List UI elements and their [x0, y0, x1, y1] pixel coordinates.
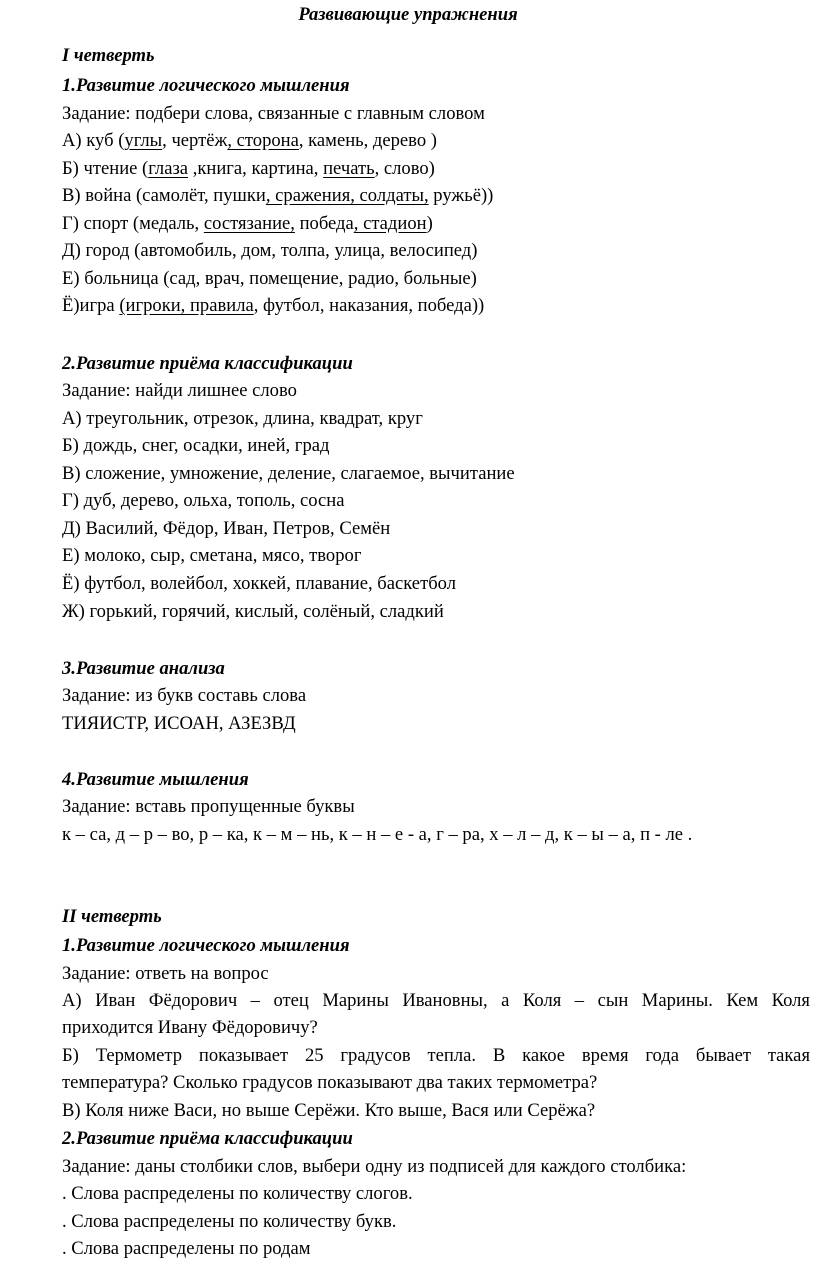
underlined-word: , сторона — [227, 130, 299, 151]
exercise-item-e: Е) больница (сад, врач, помещение, радио, больные) — [62, 268, 477, 289]
underlined-word: , стадион — [353, 213, 427, 234]
task-text: Задание: найди лишнее слово — [62, 380, 297, 401]
underlined-word: , сражения, солдаты, — [265, 185, 429, 206]
exercise-item-yo: Ё)игра (игроки, правила, футбол, наказания, победа)) — [62, 295, 485, 316]
underlined-word: углы — [124, 130, 163, 151]
exercise-item-a: А) куб (углы, чертёж, сторона, камень, дерево ) — [62, 130, 437, 151]
exercise-item-d: Д) город (автомобиль, дом, толпа, улица, велосипед) — [62, 240, 478, 261]
exercise-item-v: В) война (самолёт, пушки, сражения, солдаты, ружьё)) — [62, 185, 494, 206]
task-text: Задание: вставь пропущенные буквы — [62, 796, 355, 817]
list-item: Ё) футбол, волейбол, хоккей, плавание, баскетбол — [62, 573, 456, 594]
question-a-line-1: А) Иван Фёдорович – отец Марины Ивановны, а Коля – сын Марины. Кем Коля — [62, 990, 810, 1011]
list-item: В) сложение, умножение, деление, слагаемое, вычитание — [62, 463, 515, 484]
option-item: . Слова распределены по родам — [62, 1238, 311, 1259]
task-text: Задание: из букв составь слова — [62, 685, 307, 706]
section-thinking-heading: 4.Развитие мышления — [62, 769, 249, 790]
task-text: Задание: даны столбики слов, выбери одну из подписей для каждого столбика: — [62, 1156, 687, 1177]
underlined-word: глаза — [148, 158, 189, 179]
section-logical-thinking-heading: 1.Развитие логического мышления — [62, 935, 350, 956]
question-a-line-2: приходится Ивану Фёдоровичу? — [62, 1017, 318, 1038]
quarter-1-heading: I четверть — [62, 45, 155, 66]
letters-text: к – са, д – р – во, р – ка, к – м – нь, к – н – е - а, г – ра, х – л – д, к – ы – а, п - ле . — [62, 824, 693, 845]
exercise-item-g: Г) спорт (медаль, состязание, победа, стадион) — [62, 213, 433, 234]
section-analysis-heading: 3.Развитие анализа — [62, 658, 225, 679]
option-item: . Слова распределены по количеству букв. — [62, 1211, 397, 1232]
section-logical-thinking-heading: 1.Развитие логического мышления — [62, 75, 350, 96]
list-item: Ж) горький, горячий, кислый, солёный, сладкий — [62, 601, 444, 622]
task-text: Задание: подбери слова, связанные с главным словом — [62, 103, 485, 124]
document-title: Развивающие упражнения — [298, 4, 518, 25]
underlined-word: состязание, — [203, 213, 295, 234]
task-text: Задание: ответь на вопрос — [62, 963, 269, 984]
quarter-2-heading: II четверть — [62, 906, 162, 927]
letters-text: ТИЯИСТР, ИСОАН, АЗЕЗВД — [62, 713, 296, 734]
option-item: . Слова распределены по количеству слогов. — [62, 1183, 413, 1204]
question-v: В) Коля ниже Васи, но выше Серёжи. Кто выше, Вася или Серёжа? — [62, 1100, 596, 1121]
list-item: Е) молоко, сыр, сметана, мясо, творог — [62, 545, 362, 566]
list-item: Г) дуб, дерево, ольха, тополь, сосна — [62, 490, 345, 511]
section-classification-heading: 2.Развитие приёма классификации — [62, 353, 353, 374]
list-item: А) треугольник, отрезок, длина, квадрат, круг — [62, 408, 423, 429]
list-item: Д) Василий, Фёдор, Иван, Петров, Семён — [62, 518, 391, 539]
section-classification-heading: 2.Развитие приёма классификации — [62, 1128, 353, 1149]
list-item: Б) дождь, снег, осадки, иней, град — [62, 435, 330, 456]
underlined-word: печать — [323, 158, 375, 179]
underlined-word: (игроки, правила — [119, 295, 254, 316]
question-b-line-2: температура? Сколько градусов показывают два таких термометра? — [62, 1072, 598, 1093]
exercise-item-b: Б) чтение (глаза ,книга, картина, печать, слово) — [62, 158, 435, 179]
question-b-line-1: Б) Термометр показывает 25 градусов тепла. В какое время года бывает такая — [62, 1045, 810, 1066]
